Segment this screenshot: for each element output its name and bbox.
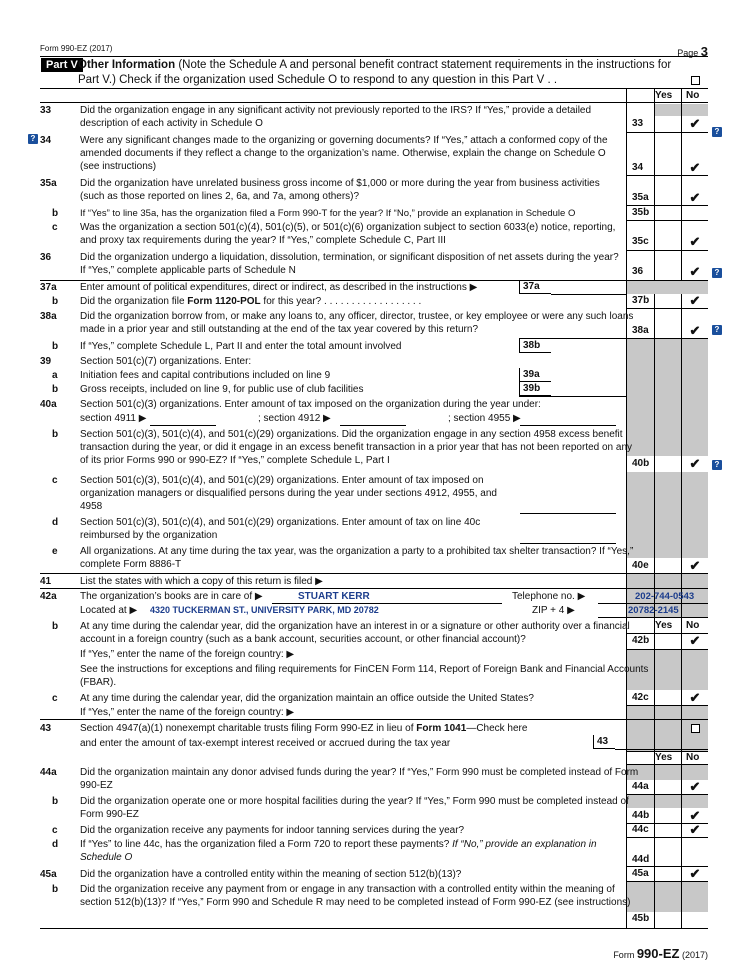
box-34: 34 — [632, 162, 644, 173]
entry-line — [520, 543, 616, 544]
box-36: 36 — [632, 266, 644, 277]
rule — [626, 308, 708, 309]
rule — [40, 588, 708, 589]
no-check-37b[interactable]: ✔ — [689, 293, 701, 308]
box-38b: 38b — [519, 339, 551, 353]
entry-line — [520, 425, 616, 426]
books-location: 4320 TUCKERMAN ST., UNIVERSITY PARK, MD 20782 — [150, 605, 379, 615]
no-check-38a[interactable]: ✔ — [689, 323, 701, 338]
box-35a: 35a — [632, 192, 649, 203]
no-check-35c[interactable]: ✔ — [689, 234, 701, 249]
col-divider — [681, 88, 682, 102]
rule — [626, 881, 708, 882]
books-care-of: STUART KERR — [298, 591, 370, 602]
col-yes-header: Yes — [655, 752, 673, 763]
rule — [626, 705, 708, 706]
no-check-44c[interactable]: ✔ — [689, 822, 701, 837]
help-icon[interactable]: ? — [28, 134, 38, 144]
entry-line — [520, 513, 616, 514]
box-33: 33 — [632, 118, 644, 129]
bottom-rule — [40, 928, 708, 929]
no-check-33[interactable]: ✔ — [689, 116, 701, 131]
box-44d: 44d — [632, 854, 650, 865]
box-43: 43 — [593, 735, 615, 749]
telephone-number: 202-744-0543 — [635, 591, 695, 602]
no-check-40b[interactable]: ✔ — [689, 456, 701, 471]
box-44c: 44c — [632, 824, 649, 835]
no-check-35a[interactable]: ✔ — [689, 190, 701, 205]
box-39a: 39a — [519, 368, 551, 382]
no-check-42c[interactable]: ✔ — [689, 690, 701, 705]
part-label: Part V — [41, 58, 83, 72]
box-45a: 45a — [632, 868, 649, 879]
rule — [40, 102, 708, 103]
box-42c: 42c — [632, 692, 649, 703]
help-icon[interactable]: ? — [712, 268, 722, 278]
box-44a: 44a — [632, 781, 649, 792]
rule — [40, 88, 708, 89]
rule — [626, 205, 708, 206]
schedule-o-checkbox[interactable] — [691, 76, 700, 85]
box-38a: 38a — [632, 325, 649, 336]
rule — [626, 250, 708, 251]
col-yes-header: Yes — [655, 90, 673, 101]
box-40b: 40b — [632, 458, 650, 469]
no-check-36[interactable]: ✔ — [689, 264, 701, 279]
help-icon[interactable]: ? — [712, 127, 722, 137]
entry-line — [272, 603, 502, 604]
entry-line — [551, 294, 626, 295]
trust-checkbox[interactable] — [691, 724, 700, 733]
rule — [626, 132, 708, 133]
help-icon[interactable]: ? — [712, 325, 722, 335]
top-rule — [40, 56, 708, 57]
entry-line — [519, 396, 626, 397]
box-37b: 37b — [632, 295, 650, 306]
box-35b: 35b — [632, 207, 650, 218]
no-check-40e[interactable]: ✔ — [689, 558, 701, 573]
box-42b: 42b — [632, 635, 650, 646]
rule — [626, 764, 708, 765]
box-40e: 40e — [632, 560, 649, 571]
box-45b: 45b — [632, 913, 650, 924]
no-check-44b[interactable]: ✔ — [689, 808, 701, 823]
entry-line — [150, 425, 216, 426]
entry-line — [598, 617, 708, 618]
form-id: Form 990-EZ (2017) — [40, 44, 113, 53]
rule — [40, 719, 708, 720]
rule — [626, 220, 708, 221]
no-check-42b[interactable]: ✔ — [689, 633, 701, 648]
col-divider — [681, 102, 682, 928]
col-divider — [654, 88, 655, 102]
rule — [626, 649, 708, 650]
col-divider — [654, 102, 655, 928]
no-check-34[interactable]: ✔ — [689, 160, 701, 175]
entry-line — [340, 425, 406, 426]
help-icon[interactable]: ? — [712, 460, 722, 470]
col-no-header: No — [686, 90, 700, 101]
rule — [626, 175, 708, 176]
col-yes-header: Yes — [655, 620, 673, 631]
entry-line — [615, 749, 708, 750]
zip-code: 20782-2145 — [628, 605, 679, 616]
part-title: Other Information (Note the Schedule A and personal benefit contract statement requirements in the instructions for Part V.) Check if the organization used Schedule O to respond to any question in this Part V . . — [78, 59, 672, 86]
box-39b: 39b — [519, 382, 551, 396]
box-35c: 35c — [632, 236, 649, 247]
no-check-45a[interactable]: ✔ — [689, 866, 701, 881]
box-44b: 44b — [632, 810, 650, 821]
entry-line — [598, 603, 708, 604]
rule — [40, 573, 708, 574]
col-no-header: No — [686, 620, 700, 631]
col-divider — [626, 88, 627, 102]
no-check-44a[interactable]: ✔ — [689, 779, 701, 794]
box-37a: 37a — [519, 280, 551, 294]
col-no-header: No — [686, 752, 700, 763]
page-number: Page 3 — [677, 44, 708, 59]
footer: Form 990-EZ (2017) — [613, 946, 708, 961]
